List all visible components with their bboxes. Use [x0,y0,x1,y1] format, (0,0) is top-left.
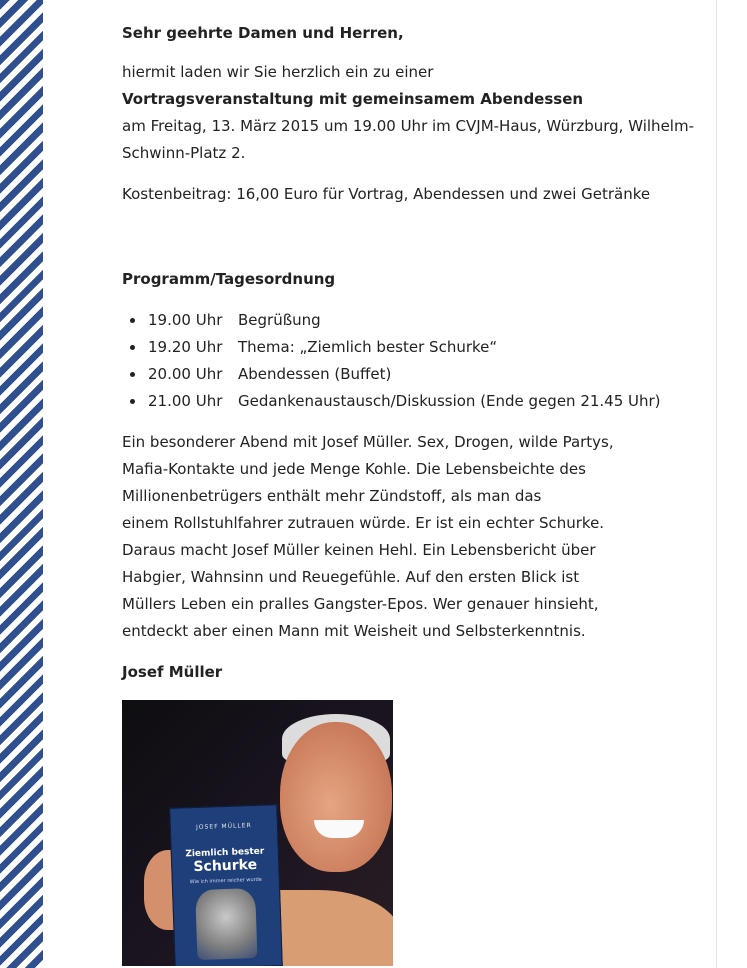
bullet-icon [130,372,135,377]
program-list [122,307,712,415]
program-item [122,388,712,415]
description-line: Müllers Leben ein pralles Gangster-Epos. Wer genauer hinsieht, [122,595,599,613]
invitation-content [122,20,712,966]
program-item [122,334,712,361]
book-title-line-1: Ziemlich bester [185,846,265,860]
bullet-icon [130,345,135,350]
event-details-line-2: Schwinn-Platz 2. [122,144,246,162]
invite-intro: hiermit laden wir Sie herzlich ein zu einer [122,63,434,81]
book-cover [169,804,283,966]
program-time: 19.20 Uhr [148,338,223,356]
description-line: Habgier, Wahnsinn und Reuegefühle. Auf den ersten Blick ist [122,568,580,586]
author-heading: Josef Müller [122,663,223,681]
cost-info: Kostenbeitrag: 16,00 Euro für Vortrag, Abendessen und zwei Getränke [122,185,651,203]
program-title: Programm/Tagesordnung [122,270,336,288]
book-author: JOSEF MÜLLER [195,822,252,832]
book-cover-figure [195,888,257,960]
content-right-border [716,0,717,968]
program-text: Begrüßung [238,311,321,329]
decorative-stripe-border [0,0,43,968]
event-details-line-1: am Freitag, 13. März 2015 um 19.00 Uhr im CVJM-Haus, Würzburg, Wilhelm- [122,117,694,135]
program-time: 21.00 Uhr [148,392,223,410]
program-text: Abendessen (Buffet) [238,365,392,383]
description-line: entdeckt aber einen Mann mit Weisheit und Selbsterkenntnis. [122,622,586,640]
program-item [122,361,712,388]
description-line: Mafia-Kontakte und jede Menge Kohle. Die Lebensbeichte des [122,460,586,478]
bullet-icon [130,399,135,404]
description-line: Ein besonderer Abend mit Josef Müller. Sex, Drogen, wilde Partys, [122,433,614,451]
description-line: Daraus macht Josef Müller keinen Hehl. Ein Lebensbericht über [122,541,596,559]
book-title-line-2: Schurke [193,856,258,876]
program-item [122,307,712,334]
event-title: Vortragsveranstaltung mit gemeinsamem Abendessen [122,90,584,108]
program-text: Thema: „Ziemlich bester Schurke“ [238,338,498,356]
program-time: 19.00 Uhr [148,311,223,329]
description-line: Millionenbetrügers enthält mehr Zündstoff, als man das [122,487,542,505]
description-line: einem Rollstuhlfahrer zutrauen würde. Er ist ein echter Schurke. [122,514,605,532]
photo-head [280,722,392,872]
program-time: 20.00 Uhr [148,365,223,383]
book-subtitle: Wie ich immer reicher wurde [189,876,262,886]
author-photo [122,700,393,966]
bullet-icon [130,318,135,323]
greeting: Sehr geehrte Damen und Herren, [122,24,404,42]
program-text: Gedankenaustausch/Diskussion (Ende gegen 21.45 Uhr) [238,392,661,410]
event-description [122,429,712,645]
